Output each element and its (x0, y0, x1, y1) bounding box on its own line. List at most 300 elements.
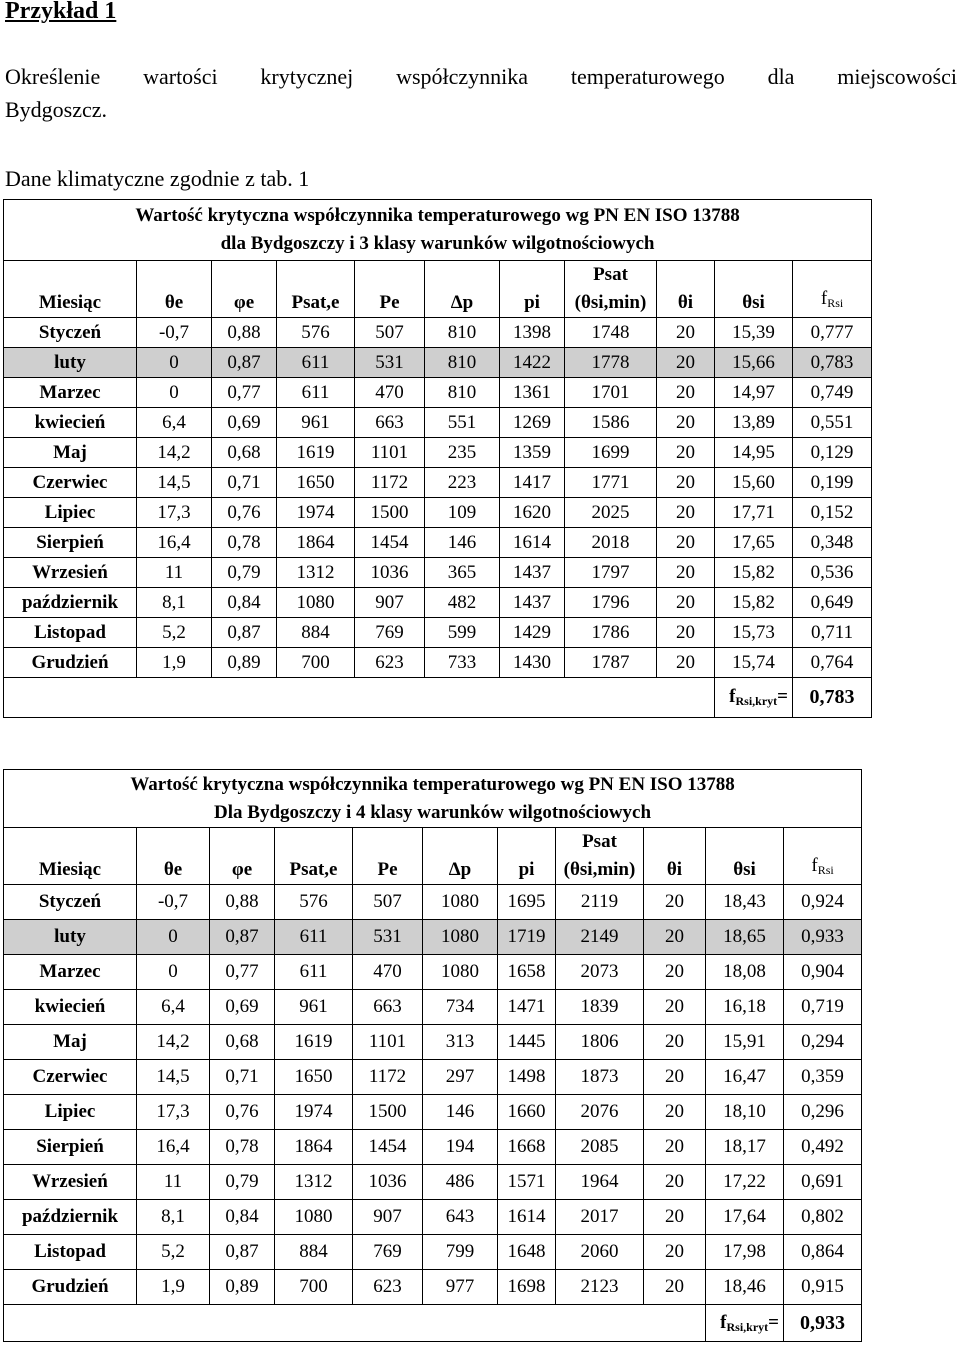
cell-theta-si: 14,97 (715, 378, 793, 408)
cell-pe: 470 (353, 955, 423, 990)
cell-theta-e: 5,2 (137, 1235, 210, 1270)
summary-sub: Rsi,kryt (726, 1319, 769, 1334)
cell-frsi: 0,749 (793, 378, 872, 408)
cell-phi-e: 0,84 (212, 588, 277, 618)
col-frsi-f: f (811, 855, 818, 876)
cell-phi-e: 0,76 (212, 498, 277, 528)
cell-frsi: 0,492 (784, 1130, 862, 1165)
cell-theta-i: 20 (657, 588, 715, 618)
cell-phi-e: 0,76 (210, 1095, 275, 1130)
cell-delta-p: 297 (423, 1060, 498, 1095)
cell-theta-si: 17,71 (715, 498, 793, 528)
cell-delta-p: 799 (423, 1235, 498, 1270)
cell-phi-e: 0,79 (212, 558, 277, 588)
table-row (4, 318, 872, 348)
cell-theta-si: 15,82 (715, 558, 793, 588)
cell-psat-e: 1864 (277, 528, 355, 558)
col-psat-e: Psat,e (275, 828, 353, 885)
cell-psat-e: 611 (275, 920, 353, 955)
cell-frsi: 0,152 (793, 498, 872, 528)
cell-month: kwiecień (4, 990, 137, 1025)
cell-month: Czerwiec (4, 468, 137, 498)
cell-month: Marzec (4, 378, 137, 408)
cell-pi: 1359 (500, 438, 565, 468)
cell-pi: 1660 (498, 1095, 556, 1130)
cell-psat-e: 1080 (277, 588, 355, 618)
cell-theta-i: 20 (644, 1270, 706, 1305)
table-row (4, 1095, 862, 1130)
cell-month: Lipiec (4, 498, 137, 528)
cell-psat-e: 611 (277, 348, 355, 378)
col-psat-bottom: (θsi,min) (563, 859, 636, 880)
summary-f: f (729, 686, 736, 707)
cell-psat-min: 2149 (556, 920, 644, 955)
cell-pi: 1361 (500, 378, 565, 408)
cell-delta-p: 146 (423, 1095, 498, 1130)
cell-psat-min: 1771 (565, 468, 657, 498)
cell-phi-e: 0,77 (212, 378, 277, 408)
cell-pi: 1417 (500, 468, 565, 498)
cell-psat-min: 1839 (556, 990, 644, 1025)
col-psat-min (565, 261, 657, 318)
cell-psat-min: 1586 (565, 408, 657, 438)
cell-delta-p: 599 (425, 618, 500, 648)
cell-frsi: 0,359 (784, 1060, 862, 1095)
cell-psat-min: 2076 (556, 1095, 644, 1130)
cell-theta-si: 17,64 (706, 1200, 784, 1235)
critical-factor-table-class4 (3, 769, 862, 1342)
cell-pi: 1614 (500, 528, 565, 558)
cell-theta-i: 20 (657, 318, 715, 348)
cell-month: Sierpień (4, 528, 137, 558)
cell-pe: 663 (353, 990, 423, 1025)
cell-month: Maj (4, 438, 137, 468)
cell-theta-si: 18,46 (706, 1270, 784, 1305)
table-title-line2: dla Bydgoszczy i 3 klasy warunków wilgotnościowych (220, 233, 655, 254)
cell-pi: 1695 (498, 885, 556, 920)
cell-phi-e: 0,87 (212, 348, 277, 378)
cell-delta-p: 1080 (423, 920, 498, 955)
cell-psat-min: 2025 (565, 498, 657, 528)
cell-theta-i: 20 (657, 648, 715, 678)
cell-theta-si: 15,91 (706, 1025, 784, 1060)
table-row (4, 1130, 862, 1165)
cell-theta-e: 8,1 (137, 1200, 210, 1235)
cell-theta-si: 16,47 (706, 1060, 784, 1095)
cell-delta-p: 223 (425, 468, 500, 498)
cell-frsi: 0,536 (793, 558, 872, 588)
cell-theta-si: 15,66 (715, 348, 793, 378)
cell-pi: 1398 (500, 318, 565, 348)
page-heading: Przykład 1 (5, 0, 117, 24)
cell-psat-e: 1080 (275, 1200, 353, 1235)
col-psat-top: Psat (593, 264, 628, 285)
cell-month: Styczeń (4, 885, 137, 920)
cell-frsi: 0,802 (784, 1200, 862, 1235)
cell-theta-i: 20 (657, 528, 715, 558)
table-title-line1: Wartość krytyczna współczynnika temperaturowego wg PN EN ISO 13788 (130, 773, 735, 795)
cell-theta-e: 17,3 (137, 498, 212, 528)
cell-frsi: 0,649 (793, 588, 872, 618)
cell-month: Wrzesień (4, 1165, 137, 1200)
cell-month: październik (4, 588, 137, 618)
cell-pe: 507 (355, 318, 425, 348)
col-phi-e: φe (210, 828, 275, 885)
cell-frsi: 0,777 (793, 318, 872, 348)
cell-delta-p: 810 (425, 378, 500, 408)
cell-phi-e: 0,68 (210, 1025, 275, 1060)
cell-psat-e: 961 (277, 408, 355, 438)
cell-theta-si: 18,65 (706, 920, 784, 955)
cell-pi: 1614 (498, 1200, 556, 1235)
cell-frsi: 0,551 (793, 408, 872, 438)
cell-delta-p: 482 (425, 588, 500, 618)
cell-theta-e: 16,4 (137, 1130, 210, 1165)
col-delta-p: Δp (423, 828, 498, 885)
cell-psat-e: 1312 (277, 558, 355, 588)
cell-psat-min: 1964 (556, 1165, 644, 1200)
cell-theta-e: 8,1 (137, 588, 212, 618)
cell-theta-si: 17,65 (715, 528, 793, 558)
cell-pe: 623 (353, 1270, 423, 1305)
table-row (4, 1025, 862, 1060)
cell-pi: 1648 (498, 1235, 556, 1270)
cell-pe: 1454 (355, 528, 425, 558)
cell-delta-p: 1080 (423, 885, 498, 920)
table-row (4, 990, 862, 1025)
table-row (4, 408, 872, 438)
cell-month: luty (4, 920, 137, 955)
cell-psat-e: 1974 (277, 498, 355, 528)
cell-theta-e: 1,9 (137, 1270, 210, 1305)
cell-theta-e: 0 (137, 920, 210, 955)
col-theta-si: θsi (715, 261, 793, 318)
cell-psat-min: 1797 (565, 558, 657, 588)
cell-month: luty (4, 348, 137, 378)
cell-phi-e: 0,71 (210, 1060, 275, 1095)
critical-factor-table-class3 (3, 199, 872, 718)
cell-theta-e: -0,7 (137, 885, 210, 920)
cell-theta-i: 20 (644, 1235, 706, 1270)
cell-theta-i: 20 (644, 920, 706, 955)
table-header-row (4, 828, 862, 885)
cell-delta-p: 733 (425, 648, 500, 678)
cell-theta-e: 1,9 (137, 648, 212, 678)
cell-phi-e: 0,87 (212, 618, 277, 648)
cell-phi-e: 0,88 (212, 318, 277, 348)
cell-phi-e: 0,69 (212, 408, 277, 438)
cell-theta-i: 20 (644, 1165, 706, 1200)
cell-phi-e: 0,87 (210, 1235, 275, 1270)
cell-psat-min: 1699 (565, 438, 657, 468)
cell-month: Maj (4, 1025, 137, 1060)
cell-pe: 1500 (353, 1095, 423, 1130)
cell-pe: 1101 (353, 1025, 423, 1060)
cell-theta-i: 20 (644, 1130, 706, 1165)
col-theta-i: θi (644, 828, 706, 885)
cell-pe: 663 (355, 408, 425, 438)
table-title (4, 200, 872, 261)
cell-phi-e: 0,89 (210, 1270, 275, 1305)
cell-frsi: 0,915 (784, 1270, 862, 1305)
cell-theta-e: 14,5 (137, 1060, 210, 1095)
cell-psat-e: 576 (275, 885, 353, 920)
table-row (4, 618, 872, 648)
intro-paragraph-line1: Określenie wartości krytycznej współczynnika temperaturowego dla miejscowości (5, 64, 957, 89)
cell-psat-min: 2073 (556, 955, 644, 990)
cell-phi-e: 0,84 (210, 1200, 275, 1235)
summary-eq: = (777, 686, 788, 707)
summary-sub: Rsi,kryt (735, 694, 778, 708)
cell-theta-i: 20 (657, 408, 715, 438)
cell-month: Grudzień (4, 1270, 137, 1305)
cell-delta-p: 643 (423, 1200, 498, 1235)
cell-theta-e: 0 (137, 955, 210, 990)
cell-pe: 907 (355, 588, 425, 618)
cell-frsi: 0,864 (784, 1235, 862, 1270)
col-month: Miesiąc (4, 828, 137, 885)
cell-theta-e: 6,4 (137, 408, 212, 438)
summary-f: f (720, 1311, 727, 1333)
cell-theta-si: 16,18 (706, 990, 784, 1025)
table-row (4, 468, 872, 498)
cell-psat-min: 2060 (556, 1235, 644, 1270)
cell-psat-e: 961 (275, 990, 353, 1025)
col-psat-e: Psat,e (277, 261, 355, 318)
cell-psat-e: 700 (275, 1270, 353, 1305)
col-frsi-sub: Rsi (817, 863, 834, 877)
cell-month: Listopad (4, 1235, 137, 1270)
cell-theta-si: 13,89 (715, 408, 793, 438)
cell-delta-p: 1080 (423, 955, 498, 990)
table-row (4, 1200, 862, 1235)
table-title (4, 770, 862, 828)
cell-theta-si: 14,95 (715, 438, 793, 468)
table-title-line1: Wartość krytyczna współczynnika temperaturowego wg PN EN ISO 13788 (135, 205, 740, 226)
table-row (4, 348, 872, 378)
cell-psat-e: 1619 (275, 1025, 353, 1060)
cell-pe: 531 (355, 348, 425, 378)
summary-spacer (4, 1305, 706, 1342)
cell-pe: 769 (353, 1235, 423, 1270)
cell-theta-i: 20 (657, 558, 715, 588)
cell-month: Marzec (4, 955, 137, 990)
cell-frsi: 0,129 (793, 438, 872, 468)
cell-psat-min: 2018 (565, 528, 657, 558)
cell-delta-p: 551 (425, 408, 500, 438)
cell-theta-si: 18,17 (706, 1130, 784, 1165)
cell-delta-p: 810 (425, 348, 500, 378)
cell-psat-min: 1873 (556, 1060, 644, 1095)
cell-theta-e: -0,7 (137, 318, 212, 348)
summary-spacer (4, 678, 715, 718)
cell-pi: 1269 (500, 408, 565, 438)
cell-pe: 507 (353, 885, 423, 920)
cell-pe: 531 (353, 920, 423, 955)
cell-theta-si: 17,98 (706, 1235, 784, 1270)
col-month: Miesiąc (4, 261, 137, 318)
cell-phi-e: 0,87 (210, 920, 275, 955)
table-title-line2: Dla Bydgoszczy i 4 klasy warunków wilgotnościowych (214, 801, 652, 823)
summary-label (715, 678, 793, 718)
cell-pi: 1620 (500, 498, 565, 528)
table-row (4, 438, 872, 468)
cell-frsi: 0,294 (784, 1025, 862, 1060)
cell-psat-min: 1796 (565, 588, 657, 618)
col-pi: pi (498, 828, 556, 885)
cell-pi: 1422 (500, 348, 565, 378)
table-row (4, 648, 872, 678)
cell-theta-i: 20 (657, 618, 715, 648)
cell-pe: 470 (355, 378, 425, 408)
cell-theta-e: 0 (137, 348, 212, 378)
cell-pe: 1500 (355, 498, 425, 528)
cell-delta-p: 977 (423, 1270, 498, 1305)
col-pi: pi (500, 261, 565, 318)
cell-theta-si: 18,08 (706, 955, 784, 990)
cell-pe: 1172 (355, 468, 425, 498)
table-row (4, 1060, 862, 1095)
cell-pi: 1719 (498, 920, 556, 955)
cell-pe: 1454 (353, 1130, 423, 1165)
cell-pe: 1036 (355, 558, 425, 588)
cell-theta-i: 20 (644, 885, 706, 920)
cell-psat-e: 1864 (275, 1130, 353, 1165)
cell-delta-p: 486 (423, 1165, 498, 1200)
cell-psat-min: 1778 (565, 348, 657, 378)
table-row (4, 920, 862, 955)
col-pe: Pe (353, 828, 423, 885)
cell-phi-e: 0,68 (212, 438, 277, 468)
cell-frsi: 0,348 (793, 528, 872, 558)
cell-psat-e: 576 (277, 318, 355, 348)
cell-phi-e: 0,69 (210, 990, 275, 1025)
cell-theta-si: 15,82 (715, 588, 793, 618)
cell-theta-i: 20 (657, 348, 715, 378)
cell-frsi: 0,691 (784, 1165, 862, 1200)
cell-month: Lipiec (4, 1095, 137, 1130)
cell-theta-i: 20 (644, 1095, 706, 1130)
cell-pi: 1498 (498, 1060, 556, 1095)
cell-pi: 1471 (498, 990, 556, 1025)
cell-pe: 1036 (353, 1165, 423, 1200)
table-row (4, 528, 872, 558)
cell-pe: 1101 (355, 438, 425, 468)
cell-pi: 1571 (498, 1165, 556, 1200)
cell-theta-i: 20 (644, 955, 706, 990)
cell-pi: 1437 (500, 558, 565, 588)
cell-delta-p: 810 (425, 318, 500, 348)
col-theta-e: θe (137, 828, 210, 885)
col-frsi-sub: Rsi (827, 296, 844, 310)
cell-psat-e: 700 (277, 648, 355, 678)
cell-theta-si: 15,60 (715, 468, 793, 498)
cell-psat-e: 611 (275, 955, 353, 990)
cell-phi-e: 0,71 (212, 468, 277, 498)
cell-month: październik (4, 1200, 137, 1235)
cell-theta-si: 18,43 (706, 885, 784, 920)
cell-month: Grudzień (4, 648, 137, 678)
cell-frsi: 0,296 (784, 1095, 862, 1130)
cell-delta-p: 109 (425, 498, 500, 528)
cell-theta-si: 18,10 (706, 1095, 784, 1130)
cell-pi: 1698 (498, 1270, 556, 1305)
cell-phi-e: 0,79 (210, 1165, 275, 1200)
cell-theta-e: 6,4 (137, 990, 210, 1025)
cell-psat-e: 884 (275, 1235, 353, 1270)
col-theta-i: θi (657, 261, 715, 318)
cell-psat-min: 1748 (565, 318, 657, 348)
col-psat-bottom: (θsi,min) (574, 292, 647, 313)
table-row (4, 1270, 862, 1305)
col-phi-e: φe (212, 261, 277, 318)
cell-pe: 769 (355, 618, 425, 648)
cell-month: Czerwiec (4, 1060, 137, 1095)
cell-theta-si: 15,73 (715, 618, 793, 648)
cell-pi: 1658 (498, 955, 556, 990)
cell-psat-min: 1786 (565, 618, 657, 648)
cell-theta-e: 5,2 (137, 618, 212, 648)
cell-phi-e: 0,78 (212, 528, 277, 558)
cell-theta-e: 11 (137, 1165, 210, 1200)
cell-psat-min: 1787 (565, 648, 657, 678)
cell-psat-min: 2017 (556, 1200, 644, 1235)
col-pe: Pe (355, 261, 425, 318)
cell-delta-p: 365 (425, 558, 500, 588)
cell-month: Sierpień (4, 1130, 137, 1165)
cell-pi: 1430 (500, 648, 565, 678)
cell-psat-min: 2119 (556, 885, 644, 920)
table-row (4, 498, 872, 528)
cell-frsi: 0,719 (784, 990, 862, 1025)
table-row (4, 885, 862, 920)
cell-theta-i: 20 (644, 1025, 706, 1060)
cell-theta-e: 14,5 (137, 468, 212, 498)
col-theta-e: θe (137, 261, 212, 318)
cell-theta-si: 15,39 (715, 318, 793, 348)
table-row (4, 588, 872, 618)
cell-theta-e: 17,3 (137, 1095, 210, 1130)
table-header-row (4, 261, 872, 318)
cell-psat-e: 1650 (277, 468, 355, 498)
cell-psat-e: 1650 (275, 1060, 353, 1095)
cell-phi-e: 0,78 (210, 1130, 275, 1165)
table-row (4, 1165, 862, 1200)
cell-psat-min: 2123 (556, 1270, 644, 1305)
cell-psat-min: 2085 (556, 1130, 644, 1165)
cell-month: Wrzesień (4, 558, 137, 588)
col-frsi-f: f (820, 288, 828, 309)
cell-delta-p: 235 (425, 438, 500, 468)
summary-eq: = (768, 1311, 779, 1333)
cell-month: Listopad (4, 618, 137, 648)
summary-value: 0,933 (784, 1305, 862, 1342)
cell-frsi: 0,764 (793, 648, 872, 678)
cell-month: kwiecień (4, 408, 137, 438)
cell-theta-i: 20 (644, 1200, 706, 1235)
cell-psat-e: 1312 (275, 1165, 353, 1200)
summary-value: 0,783 (793, 678, 872, 718)
cell-pi: 1445 (498, 1025, 556, 1060)
cell-psat-e: 1619 (277, 438, 355, 468)
cell-psat-e: 884 (277, 618, 355, 648)
table-row (4, 378, 872, 408)
cell-theta-i: 20 (657, 438, 715, 468)
climate-data-note: Dane klimatyczne zgodnie z tab. 1 (5, 166, 310, 191)
cell-theta-e: 0 (137, 378, 212, 408)
cell-theta-i: 20 (657, 468, 715, 498)
intro-paragraph-line2: Bydgoszcz. (5, 97, 108, 122)
